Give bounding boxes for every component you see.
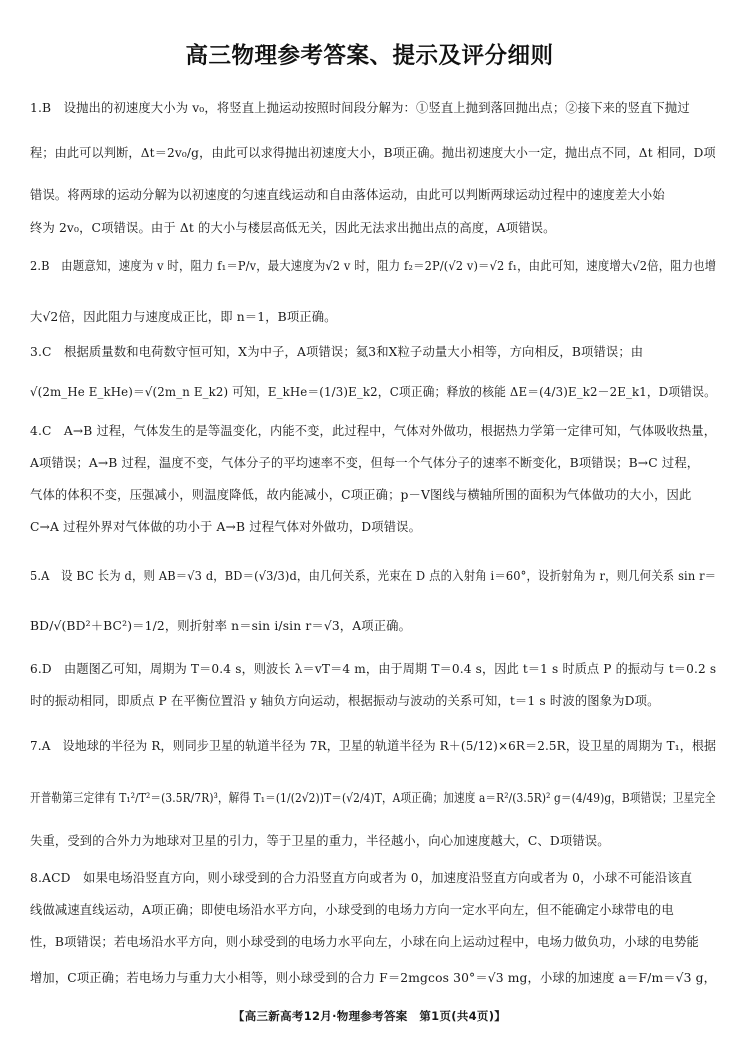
question-7-line-2: 开普勒第三定律有 T₁²/T²＝(3.5R/7R)³，解得 T₁＝(1/(2√2))T＝(√2/4)T，A项正确；加速度 a＝R²/(3.5R)² g＝(4/49)g，B项错误；卫星完全 — [30, 791, 716, 805]
question-8-line-4: 增加，C项正确；若电场力与重力大小相等，则小球受到的合力 F＝2mgcos 30°＝√3 mg，小球的加速度 a＝F/m＝√3 g， — [30, 971, 717, 985]
question-4-line-3: 气体的体积不变，压强减小，则温度降低，故内能减小，C项正确；p－V图线与横轴所围的面积为气体做功的大小，因此 — [30, 488, 692, 502]
question-1-line-1: 1.B 设抛出的初速度大小为 v₀，将竖直上抛运动按照时间段分解为：①竖直上抛到落回抛出点；②接下来的竖直下抛过 — [30, 101, 690, 115]
question-6-line-1: 6.D 由题图乙可知，周期为 T＝0.4 s，则波长 λ＝vT＝4 m，由于周期 T＝0.4 s，因此 t＝1 s 时质点 P 的振动与 t＝0.2 s — [30, 662, 717, 676]
question-4-line-2: A项错误；A→B 过程，温度不变，气体分子的平均速率不变，但每一个气体分子的速率不断变化，B项错误；B→C 过程， — [30, 456, 700, 470]
question-3-line-1: 3.C 根据质量数和电荷数守恒可知，X为中子，A项错误；氦3和X粒子动量大小相等，方向相反，B项错误；由 — [30, 345, 644, 359]
question-3-line-2: √(2m_He E_kHe)＝√(2m_n E_k2) 可知，E_kHe＝(1/3)E_k2，C项正确；释放的核能 ΔE＝(4/3)E_k2－2E_k1，D项错误。 — [30, 385, 716, 399]
question-4-line-4: C→A 过程外界对气体做的功小于 A→B 过程气体对外做功，D项错误。 — [30, 520, 422, 534]
question-5-line-1: 5.A 设 BC 长为 d，则 AB＝√3 d，BD＝(√3/3)d，由几何关系，光束在 D 点的入射角 i＝60°，设折射角为 r，则几何关系 sin r＝ — [30, 569, 717, 583]
question-2-line-1: 2.B 由题意知，速度为 v 时，阻力 f₁＝P/v，最大速度为√2 v 时，阻力 f₂＝2P/(√2 v)＝√2 f₁，由此可知，速度增大√2倍，阻力也增 — [30, 259, 717, 273]
question-1-line-3: 错误。将两球的运动分解为以初速度的匀速直线运动和自由落体运动，由此可以判断两球运动过程中的速度差大小始 — [30, 188, 665, 202]
question-1-line-2: 程；由此可以判断，Δt＝2v₀/g，由此可以求得抛出初速度大小，B项正确。抛出初速度大小一定，抛出点不同，Δt 相同，D项 — [30, 146, 716, 160]
page-title: 高三物理参考答案、提示及评分细则 — [185, 43, 554, 69]
question-8-line-1: 8.ACD 如果电场沿竖直方向，则小球受到的合力沿竖直方向或者为 0，加速度沿竖直方向或者为 0，小球不可能沿该直 — [30, 871, 693, 885]
question-8-line-3: 性，B项错误；若电场沿水平方向，则小球受到的电场力水平向左，小球在向上运动过程中，电场力做负功，小球的电势能 — [30, 935, 699, 949]
page-footer: 【高三新高考12月·物理参考答案 第1页(共4页)】 — [232, 1009, 507, 1023]
question-5-line-2: BD/√(BD²＋BC²)＝1/2，则折射率 n＝sin i/sin r＝√3，A项正确。 — [30, 619, 412, 633]
question-1-line-4: 终为 2v₀，C项错误。由于 Δt 的大小与楼层高低无关，因此无法求出抛出点的高度，A项错误。 — [30, 221, 556, 235]
question-2-line-2: 大√2倍，因此阻力与速度成正比，即 n＝1，B项正确。 — [30, 310, 337, 324]
question-4-line-1: 4.C A→B 过程，气体发生的是等温变化，内能不变，此过程中，气体对外做功，根据热力学第一定律可知，气体吸收热量， — [30, 424, 717, 438]
question-7-line-3: 失重，受到的合外力为地球对卫星的引力，等于卫星的重力，半径越小，向心加速度越大，C、D项错误。 — [30, 834, 610, 848]
question-6-line-2: 时的振动相同，即质点 P 在平衡位置沿 y 轴负方向运动，根据振动与波动的关系可知，t＝1 s 时波的图象为D项。 — [30, 694, 660, 708]
question-7-line-1: 7.A 设地球的半径为 R，则同步卫星的轨道半径为 7R，卫星的轨道半径为 R＋(5/12)×6R＝2.5R，设卫星的周期为 T₁，根据 — [30, 739, 717, 753]
question-8-line-2: 线做减速直线运动，A项正确；即使电场沿水平方向，小球受到的电场力方向一定水平向左，但不能确定小球带电的电 — [30, 903, 674, 917]
